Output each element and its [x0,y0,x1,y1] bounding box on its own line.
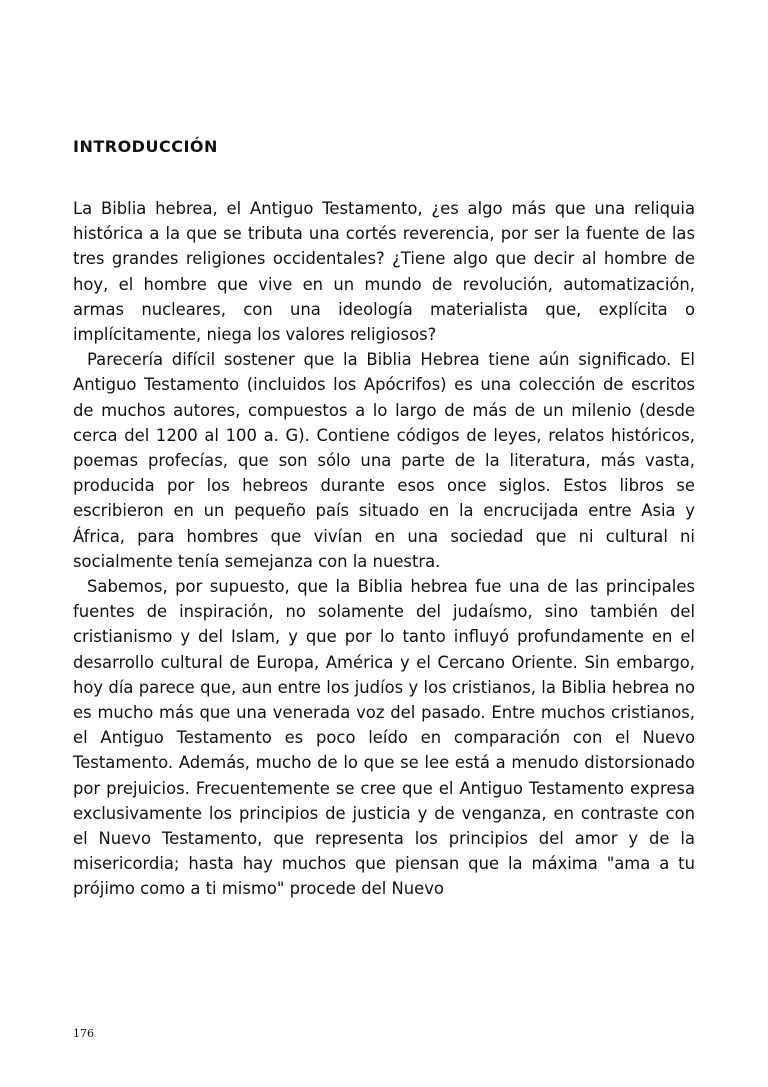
paragraph-2: Parecería difícil sostener que la Biblia Hebrea tiene aún significado. El Antiguo Testamento (incluidos los Apócrifos) es una colección de escritos de muchos autores, compuestos a lo largo de más de un milenio (desde cerca del 1200 al 100 a. G). Contiene códigos de leyes, relatos históricos, poemas profecías, que son sólo una parte de la literatura, más vasta, producida por los hebreos durante esos once siglos. Estos libros se escribieron en un pequeño país situado en la encrucijada entre Asia y África, para hombres que vivían en una sociedad que ni cultural ni socialmente tenía semejanza con la nuestra. [73,350,695,571]
body-text [73,196,695,902]
paragraph-3: Sabemos, por supuesto, que la Biblia hebrea fue una de las principales fuentes de inspiración, no solamente del judaísmo, sino también del cristianismo y del Islam, y que por lo tanto influyó profundamente en el desarrollo cultural de Europa, América y el Cercano Oriente. Sin embargo, hoy día parece que, aun entre los judíos y los cristianos, la Biblia hebrea no es mucho más que una venerada voz del pasado. Entre muchos cristianos, el Antiguo Testamento es poco leído en comparación con el Nuevo Testamento. Además, mucho de lo que se lee está a menudo distorsionado por prejuicios. Frecuentemente se cree que el Antiguo Testamento expresa exclusivamente los principios de justicia y de venganza, en contraste con el Nuevo Testamento, que representa los principios del amor y de la misericordia; hasta hay muchos que piensan que la máxima "ama a tu prójimo como a ti mismo" procede del Nuevo [73,577,695,899]
page-number: 176 [73,1027,94,1040]
document-page [73,0,695,1087]
section-heading: INTRODUCCIÓN [73,137,218,156]
paragraph-1: La Biblia hebrea, el Antiguo Testamento, ¿es algo más que una reliquia histórica a la que se tributa una cortés reverencia, por ser la fuente de las tres grandes religiones occidentales? ¿Tiene algo que decir al hombre de hoy, el hombre que vive en un mundo de revolución, automatización, armas nucleares, con una ideología materialista que, explícita o implícitamente, niega los valores religiosos? [73,199,695,345]
